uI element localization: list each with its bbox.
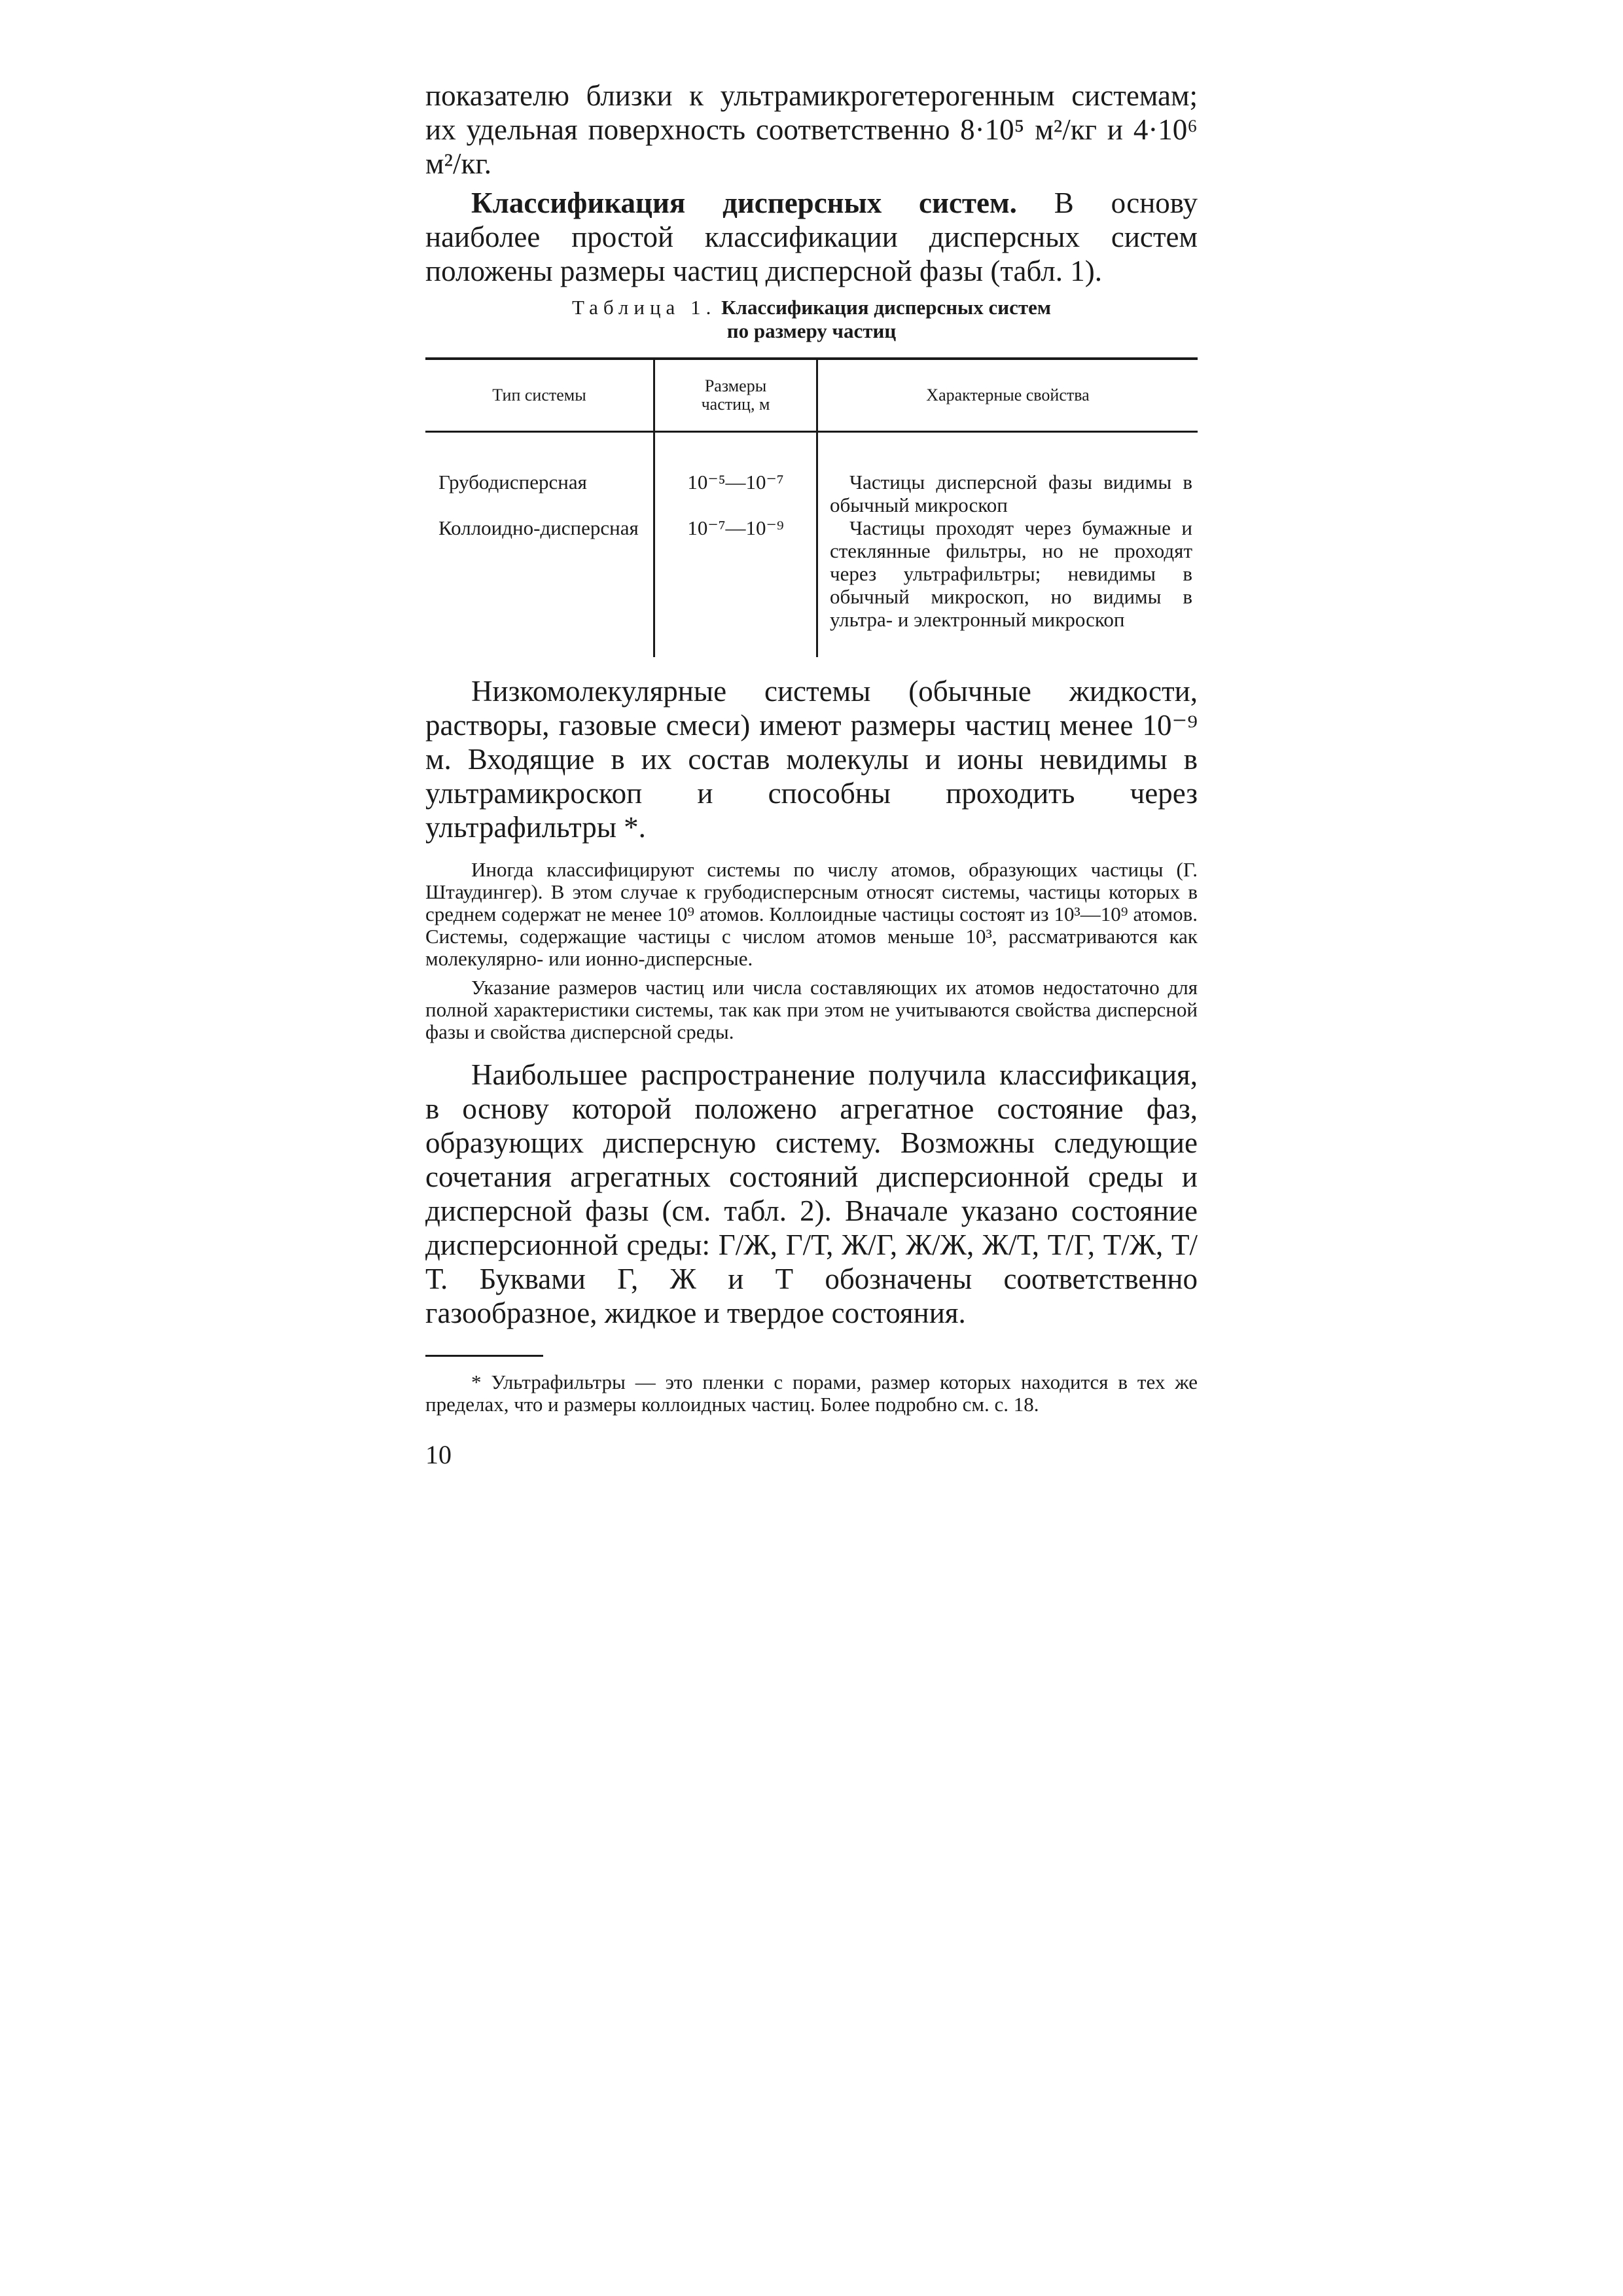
section-heading-classification: Классификация дисперсных систем. [471, 187, 1017, 219]
paragraph-aggregate-state: Наибольшее распространение получила классификация, в основу которой положено агрегатное состояние фаз, образующих дисперсную систему. Возможны следующие сочетания агрегатных состояний дисперсионной среды и дисперсной фазы (см. табл. 2). Вначале указано состояние дисперсионной среды: Г/Ж, Г/Т, Ж/Г, Ж/Ж, Ж/Т, Т/Г, Т/Ж, Т/Т. Буквами Г, Ж и Т обозначены соответственно газообразное, жидкое и твердое состояния. [425, 1058, 1198, 1329]
header-particle-size [654, 359, 817, 432]
header-properties: Характерные свойства [817, 359, 1198, 432]
row-colloid-type: Коллоидно-дисперсная [438, 516, 639, 539]
paragraph-low-molecular: Низкомолекулярные системы (обычные жидкости, растворы, газовые смеси) имеют размеры частиц менее 10⁻⁹ м. Входящие в их состав молекулы и ионы невидимы в ультрамикроскоп и способны проходить через ультрафильтры *. [425, 675, 1198, 844]
small-paragraph-insufficient: Указание размеров частиц или числа составляющих их атомов недостаточно для полной характеристики системы, так как при этом не учитываются свойства дисперсной фазы и свойства дисперсной среды. [425, 976, 1198, 1043]
table-row [425, 432, 1198, 517]
table-1-title-line1: Классификация дисперсных систем [721, 296, 1051, 319]
book-page [425, 79, 1198, 1469]
table-row [425, 516, 1198, 657]
row-coarse-size: 10⁻⁵—10⁻⁷ [654, 432, 817, 517]
table-1-label: Таблица 1. [571, 296, 717, 319]
row-colloid-properties: Частицы проходят через бумажные и стеклянные фильтры, но не проходят через ультрафильтры; невидимы в обычный микроскоп, но видимы в ультра- и электронный микроскоп [830, 516, 1192, 631]
page-number: 10 [425, 1440, 452, 1469]
paragraph-classification-intro [425, 186, 1198, 288]
footnote-divider [425, 1355, 543, 1357]
header-particle-size-line1: Размеры [704, 376, 767, 395]
row-coarse-type: Грубодисперсная [438, 471, 587, 493]
row-colloid-size: 10⁻⁷—10⁻⁹ [654, 516, 817, 657]
header-system-type: Тип системы [425, 359, 654, 432]
table-header-row [425, 359, 1198, 432]
paragraph-classification-text: В основу наиболее простой классификации дисперсных систем положены размеры частиц дисперсной фазы (табл. 1). [425, 187, 1198, 287]
row-coarse-properties: Частицы дисперсной фазы видимы в обычный микроскоп [830, 471, 1192, 516]
paragraph-surface-area: показателю близки к ультрамикрогетерогенным системам; их удельная поверхность соответственно 8·10⁵ м²/кг и 4·10⁶ м²/кг. [425, 79, 1198, 180]
table-1-caption [425, 296, 1198, 343]
small-paragraph-atom-count: Иногда классифицируют системы по числу атомов, образующих частицы (Г. Штаудингер). В этом случае к грубодисперсным относят системы, частицы которых в среднем содержат не менее 10⁹ атомов. Коллоидные частицы состоят из 10³—10⁹ атомов. Системы, содержащие частицы с числом атомов меньше 10³, рассматриваются как молекулярно- или ионно-дисперсные. [425, 858, 1198, 970]
table-1 [425, 357, 1198, 657]
table-1-title-line2: по размеру частиц [726, 319, 897, 342]
header-particle-size-line2: частиц, м [701, 395, 770, 414]
footnote-ultrafilters: * Ультрафильтры — это пленки с порами, размер которых находится в тех же пределах, что и размеры коллоидных частиц. Более подробно см. с. 18. [425, 1371, 1198, 1416]
